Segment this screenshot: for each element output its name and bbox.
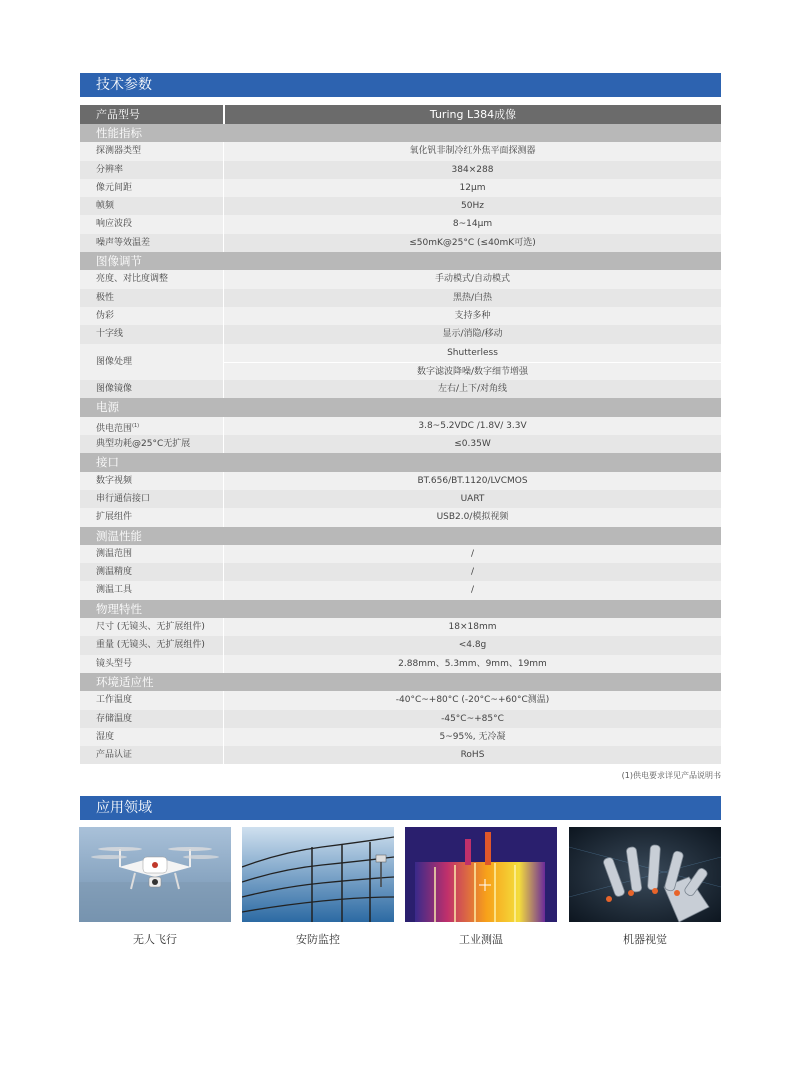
spec-row <box>80 270 721 288</box>
category-row: 环境适应性 <box>80 673 721 691</box>
spec-label <box>80 636 223 654</box>
spec-label <box>80 710 223 728</box>
spec-label <box>80 655 223 673</box>
spec-label <box>80 581 223 599</box>
spec-label <box>80 307 223 325</box>
spec-label <box>80 618 223 636</box>
spec-label <box>80 490 223 508</box>
thermal-industrial-photo <box>405 827 557 922</box>
spec-label-text: 分辨率 <box>96 164 124 175</box>
spec-label-text: 存储温度 <box>96 713 133 724</box>
app-card-security <box>242 827 394 947</box>
spec-label-text: 典型功耗@25°C无扩展 <box>96 439 191 450</box>
spec-label-text: 测温精度 <box>96 567 133 578</box>
spec-label-text: 工作温度 <box>96 695 133 706</box>
spec-row <box>80 655 721 673</box>
spec-label <box>80 417 223 435</box>
category-row: 图像调节 <box>80 252 721 270</box>
spec-row <box>80 490 721 508</box>
spec-label <box>80 344 223 381</box>
spec-row <box>80 307 721 325</box>
spec-label-text: 十字线 <box>96 329 124 340</box>
spec-label-text: 噪声等效温差 <box>96 237 151 248</box>
spec-value: 支持多种 <box>454 310 491 321</box>
spec-value-line: Shutterless <box>447 347 498 358</box>
spec-row <box>80 161 721 179</box>
spec-row <box>80 691 721 709</box>
app-card-drone <box>79 827 231 947</box>
app-label-industrial: 工业测温 <box>459 933 503 946</box>
app-label-drone: 无人飞行 <box>133 933 177 946</box>
spec-label <box>80 728 223 746</box>
spec-row <box>80 746 721 764</box>
spec-label <box>80 508 223 526</box>
spec-label-text: 测温工具 <box>96 585 133 596</box>
spec-label <box>80 691 223 709</box>
spec-value: / <box>470 567 475 578</box>
spec-label-text: 极性 <box>96 292 115 303</box>
spec-table <box>80 105 721 764</box>
spec-label-text: 产品认证 <box>96 750 133 761</box>
spec-label-text: 扩展组件 <box>96 512 133 523</box>
spec-label <box>80 234 223 252</box>
spec-value: -40°C~+80°C (-20°C~+60°C测温) <box>395 695 550 706</box>
spec-value: 左右/上下/对角线 <box>437 384 508 395</box>
barbed-wire-camera-photo <box>242 827 394 922</box>
spec-row <box>80 344 721 381</box>
spec-value: 3.8~5.2VDC /1.8V/ 3.3V <box>418 420 527 431</box>
spec-row <box>80 710 721 728</box>
spec-row <box>80 142 721 160</box>
spec-row <box>80 435 721 453</box>
spec-value-line: 数字滤波降噪/数字细节增强 <box>224 362 721 381</box>
spec-row <box>80 728 721 746</box>
spec-value: 2.88mm、5.3mm、9mm、19mm <box>398 658 547 669</box>
spec-value: / <box>470 585 475 596</box>
spec-label-text: 伪彩 <box>96 310 115 321</box>
spec-label <box>80 179 223 197</box>
spec-label <box>80 545 223 563</box>
spec-row <box>80 179 721 197</box>
spec-label <box>80 472 223 490</box>
spec-value: 手动模式/自动模式 <box>434 274 511 285</box>
spec-row <box>80 545 721 563</box>
spec-label-text: 湿度 <box>96 731 115 742</box>
category-row: 测温性能 <box>80 527 721 545</box>
spec-value: / <box>470 548 475 559</box>
spec-label <box>80 563 223 581</box>
spec-label-text: 重量 (无镜头、无扩展组件) <box>96 640 205 651</box>
spec-label-text: 数字视频 <box>96 475 133 486</box>
spec-label <box>80 289 223 307</box>
spec-label-text: 供电范围 <box>96 423 133 434</box>
spec-label-text: 像元间距 <box>96 182 133 193</box>
spec-value: 氧化钒非制冷红外焦平面探测器 <box>409 146 536 157</box>
category-row: 接口 <box>80 453 721 471</box>
spec-label-text: 镜头型号 <box>96 658 133 669</box>
spec-value: 5~95%, 无冷凝 <box>439 731 506 742</box>
spec-label-text: 尺寸 (无镜头、无扩展组件) <box>96 622 205 633</box>
footnote-marker: (1) <box>132 422 140 429</box>
spec-label <box>80 435 223 453</box>
spec-value: BT.656/BT.1120/LVCMOS <box>417 475 528 486</box>
spec-row <box>80 289 721 307</box>
app-section-title: 应用领域 <box>80 796 721 820</box>
spec-value: ≤0.35W <box>454 439 491 450</box>
spec-row <box>80 197 721 215</box>
category-row: 电源 <box>80 398 721 416</box>
spec-row <box>80 325 721 343</box>
category-row: 物理特性 <box>80 600 721 618</box>
spec-row <box>80 417 721 435</box>
spec-label-text: 探测器类型 <box>96 146 142 157</box>
spec-label-text: 帧频 <box>96 201 115 212</box>
footnote: (1)供电要求详见产品说明书 <box>621 771 721 780</box>
spec-label-text: 图像处理 <box>96 356 133 367</box>
spec-label <box>80 197 223 215</box>
spec-label-text: 测温范围 <box>96 548 133 559</box>
spec-value: 384×288 <box>451 164 494 175</box>
spec-value: 显示/消隐/移动 <box>442 329 503 340</box>
spec-header-row <box>80 105 721 124</box>
spec-row <box>80 380 721 398</box>
spec-value: 50Hz <box>461 201 484 212</box>
spec-value: -45°C~+85°C <box>441 713 504 724</box>
spec-label <box>80 325 223 343</box>
spec-row <box>80 215 721 233</box>
spec-value: 12μm <box>459 182 486 193</box>
spec-label-text: 串行通信接口 <box>96 493 151 504</box>
app-label-vision: 机器视觉 <box>623 933 667 946</box>
spec-row <box>80 508 721 526</box>
spec-row <box>80 234 721 252</box>
spec-label-text: 亮度、对比度调整 <box>96 274 169 285</box>
spec-row <box>80 581 721 599</box>
app-label-security: 安防监控 <box>296 933 340 946</box>
spec-label-text: 图像镜像 <box>96 384 133 395</box>
spec-label <box>80 746 223 764</box>
spec-section-title: 技术参数 <box>80 73 721 97</box>
drone-photo <box>79 827 231 922</box>
spec-value: RoHS <box>460 750 485 761</box>
app-card-industrial <box>405 827 557 947</box>
spec-value: 8~14μm <box>452 219 493 230</box>
spec-value: 黑热/白热 <box>452 292 493 303</box>
spec-label <box>80 142 223 160</box>
spec-value: ≤50mK@25°C (≤40mK可选) <box>409 237 536 248</box>
spec-label <box>80 161 223 179</box>
robot-hand-photo <box>569 827 721 922</box>
spec-value: USB2.0/模拟视频 <box>436 512 509 523</box>
spec-value: UART <box>460 493 485 504</box>
spec-label <box>80 215 223 233</box>
spec-value: 18×18mm <box>448 622 497 633</box>
spec-label-text: 响应波段 <box>96 219 133 230</box>
spec-label <box>80 380 223 398</box>
product-model-label: 产品型号 <box>96 108 140 121</box>
app-card-vision <box>569 827 721 947</box>
category-row: 性能指标 <box>80 124 721 142</box>
product-model-value: Turing L384成像 <box>429 108 517 121</box>
spec-row <box>80 472 721 490</box>
spec-label <box>80 270 223 288</box>
spec-value <box>224 344 721 381</box>
spec-row <box>80 563 721 581</box>
spec-row <box>80 618 721 636</box>
spec-row <box>80 636 721 654</box>
spec-value: <4.8g <box>458 640 487 651</box>
